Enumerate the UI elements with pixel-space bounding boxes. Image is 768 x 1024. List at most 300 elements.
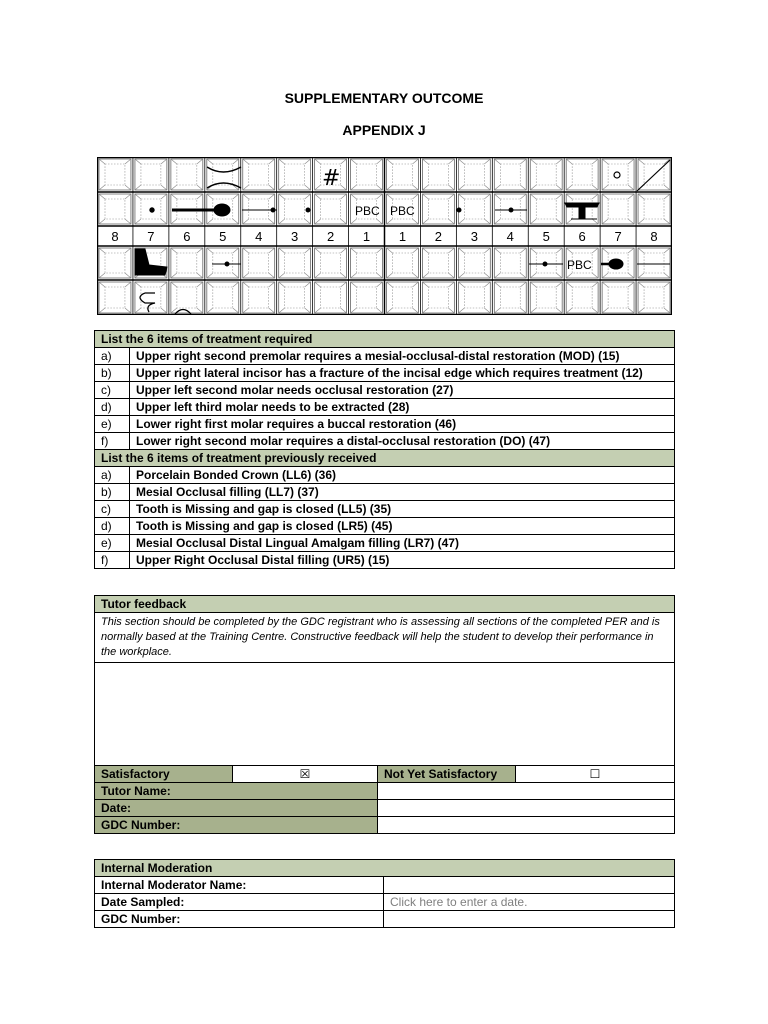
tooth-occlusal-box [285,253,305,273]
required-item-row [95,348,675,365]
tooth-corner-line [458,219,464,224]
tooth-surface-box [315,194,347,224]
tooth-number: 1 [398,229,407,244]
tooth-corner-line [638,282,644,287]
tooth-corner-line [592,273,598,278]
tooth-corner-line [664,248,670,253]
tooth-corner-line [315,194,321,199]
tooth-corner-line [125,159,131,164]
received-item-text: Tooth is Missing and gap is closed (LL5) (35) [130,501,675,518]
tooth-corner-line [197,273,203,278]
tooth-corner-line [484,248,490,253]
tooth-corner-line [243,248,249,253]
tooth-corner-line [351,273,357,278]
tooth-occlusal-box [572,164,592,185]
tooth-corner-line [197,248,203,253]
date-sampled-field[interactable]: Click here to enter a date. [384,894,675,911]
tooth-corner-line [161,185,167,190]
tooth-ul4-dot [509,208,513,212]
tooth-corner-line [135,185,141,190]
tooth-corner-line [341,282,347,287]
tooth-corner-line [638,219,644,224]
tooth-corner-line [520,282,526,287]
tooth-corner-line [99,194,105,199]
tooth-corner-line [664,273,670,278]
moderator-name-field[interactable] [384,877,675,894]
tooth-corner-line [243,308,249,313]
tooth-surface-box [99,282,131,313]
tooth-corner-line [448,185,454,190]
required-item-label: b) [95,365,130,382]
tooth-corner-line [269,219,275,224]
required-item-row [95,399,675,416]
tooth-corner-line [494,308,500,313]
tooth-corner-line [125,194,131,199]
tooth-surface-box [422,159,454,190]
tooth-corner-line [387,159,393,164]
tooth-corner-line [412,308,418,313]
tooth-corner-line [602,308,608,313]
tooth-corner-line [638,159,644,164]
tooth-corner-line [207,159,213,164]
tooth-corner-line [556,194,562,199]
tooth-corner-line [422,308,428,313]
tooth-corner-line [484,308,490,313]
tooth-corner-line [458,185,464,190]
tooth-surface-box [387,282,419,313]
tooth-corner-line [197,159,203,164]
tooth-corner-line [315,248,321,253]
tooth-corner-line [233,248,239,253]
tooth-corner-line [135,194,141,199]
tooth-corner-line [351,219,357,224]
tooth-corner-line [566,159,572,164]
tooth-corner-line [556,273,562,278]
tooth-occlusal-box [213,164,233,185]
tooth-corner-line [628,159,634,164]
satisfactory-checkbox[interactable]: ☒ [233,766,378,783]
tooth-number: 2 [326,229,335,244]
tooth-corner-line [494,282,500,287]
tooth-corner-line [341,194,347,199]
tooth-corner-line [530,282,536,287]
required-item-row [95,365,675,382]
tooth-corner-line [161,159,167,164]
tooth-corner-line [315,185,321,190]
required-item-text: Upper left third molar needs to be extracted (28) [130,399,675,416]
tooth-corner-line [556,219,562,224]
tooth-corner-line [458,159,464,164]
tooth-occlusal-box [428,253,448,273]
tooth-corner-line [602,282,608,287]
required-item-label: e) [95,416,130,433]
received-header-row [95,450,675,467]
received-item-text: Mesial Occlusal Distal Lingual Amalgam filling (LR7) (47) [130,535,675,552]
tooth-corner-line [458,273,464,278]
tutor-name-label: Tutor Name: [95,783,378,800]
tooth-corner-line [566,282,572,287]
treatment-table [94,330,675,569]
tooth-corner-line [638,308,644,313]
tooth-number: 8 [650,229,658,244]
tooth-corner-line [269,282,275,287]
tooth-corner-line [171,185,177,190]
tooth-corner-line [520,185,526,190]
required-item-text: Lower right first molar requires a buccal restoration (46) [130,416,675,433]
tooth-surface-box [207,248,239,278]
tooth-occlusal-box [141,164,161,185]
tooth-surface-box [566,159,598,190]
tooth-surface-box [422,248,454,278]
date-sampled-label: Date Sampled: [95,894,384,911]
tooth-occlusal-box [393,253,413,273]
tooth-corner-line [377,219,383,224]
tooth-surface-box [458,282,490,313]
tooth-surface-box [602,159,634,190]
tooth-surface-box [422,194,454,224]
tooth-occlusal-box [464,253,484,273]
tooth-occlusal-box [393,164,413,185]
tooth-corner-line [602,273,608,278]
tooth-occlusal-box [536,287,556,308]
tooth-corner-line [377,194,383,199]
tooth-corner-line [592,248,598,253]
tooth-occlusal-box [177,164,197,185]
required-item-label: a) [95,348,130,365]
tooth-corner-line [269,194,275,199]
tooth-corner-line [351,248,357,253]
tooth-corner-line [171,194,177,199]
tooth-occlusal-box [644,253,664,273]
tooth-occlusal-box [428,199,448,219]
tooth-corner-line [233,308,239,313]
tooth-corner-line [412,219,418,224]
tooth-occlusal-box [105,253,125,273]
received-item-text: Upper Right Occlusal Distal filling (UR5) (15) [130,552,675,569]
tooth-occlusal-box [608,287,628,308]
tooth-corner-line [422,282,428,287]
tooth-surface-box [638,248,670,278]
tooth-corner-line [207,282,213,287]
moderation-header: Internal Moderation [95,860,675,877]
tooth-corner-line [233,282,239,287]
tooth-corner-line [628,248,634,253]
tooth-occlusal-box [285,287,305,308]
tooth-surface-box [243,159,275,190]
tooth-surface-box [171,282,203,313]
tooth-corner-line [377,185,383,190]
tooth-surface-box [602,194,634,224]
tooth-corner-line [341,185,347,190]
tooth-surface-box [638,194,670,224]
tooth-surface-box [422,282,454,313]
tooth-occlusal-box [105,164,125,185]
tooth-corner-line [315,159,321,164]
tooth-corner-line [602,185,608,190]
tooth-corner-line [556,185,562,190]
tooth-corner-line [602,248,608,253]
tooth-corner-line [351,308,357,313]
tooth-occlusal-box [213,287,233,308]
tooth-corner-line [315,219,321,224]
required-item-text: Upper right second premolar requires a mesial-occlusal-distal restoration (MOD) (15) [130,348,675,365]
tooth-surface-box [458,194,490,224]
tooth-corner-line [592,282,598,287]
tooth-occlusal-box [536,199,556,219]
tooth-corner-line [412,273,418,278]
tooth-corner-line [341,159,347,164]
tooth-surface-box [243,282,275,313]
tooth-corner-line [377,282,383,287]
tooth-ur1-pbc: PBC [355,204,380,218]
tooth-corner-line [628,185,634,190]
received-item-text: Porcelain Bonded Crown (LL6) (36) [130,467,675,484]
tooth-corner-line [197,194,203,199]
tooth-surface-box [638,282,670,313]
tooth-surface-box [99,194,131,224]
tooth-corner-line [387,282,393,287]
tooth-corner-line [602,219,608,224]
tooth-surface-box [135,159,167,190]
tooth-corner-line [387,248,393,253]
tooth-corner-line [305,219,311,224]
tooth-corner-line [125,273,131,278]
tooth-corner-line [207,219,213,224]
tooth-corner-line [279,273,285,278]
tooth-corner-line [161,219,167,224]
tooth-corner-line [484,194,490,199]
received-item-row [95,501,675,518]
tooth-corner-line [458,308,464,313]
received-item-label: e) [95,535,130,552]
received-item-text: Tooth is Missing and gap is closed (LR5) (45) [130,518,675,535]
tooth-corner-line [341,248,347,253]
tooth-corner-line [412,185,418,190]
tooth-corner-line [422,248,428,253]
tooth-surface-box [243,248,275,278]
required-item-text: Upper left second molar needs occlusal restoration (27) [130,382,675,399]
tooth-ll6-pbc: PBC [567,258,592,272]
tooth-occlusal-box [428,287,448,308]
tooth-number: 7 [147,229,155,244]
tooth-corner-line [377,308,383,313]
tooth-corner-line [351,159,357,164]
tooth-number: 1 [362,229,371,244]
tooth-corner-line [243,194,249,199]
tooth-ul8-extract-line [637,160,670,191]
gdc-number-field[interactable] [378,817,675,834]
tooth-occlusal-box [105,199,125,219]
tooth-corner-line [530,159,536,164]
tooth-surface-box [602,282,634,313]
tooth-occlusal-box [357,287,377,308]
tooth-corner-line [628,282,634,287]
tooth-corner-line [448,308,454,313]
tooth-occlusal-box [644,199,664,219]
tooth-corner-line [171,159,177,164]
tooth-corner-line [664,185,670,190]
tooth-number: 6 [578,229,586,244]
tooth-corner-line [135,219,141,224]
tooth-surface-box [171,159,203,190]
moderation-gdc-label: GDC Number: [95,911,384,928]
received-list [95,467,675,569]
tooth-corner-line [412,282,418,287]
tooth-corner-line [99,308,105,313]
tooth-corner-line [387,273,393,278]
tooth-corner-line [412,248,418,253]
tooth-corner-line [269,159,275,164]
tooth-corner-line [351,185,357,190]
received-item-label: a) [95,467,130,484]
received-item-label: d) [95,518,130,535]
tooth-corner-line [556,159,562,164]
tooth-corner-line [484,282,490,287]
tooth-occlusal-box [357,253,377,273]
tooth-corner-line [305,185,311,190]
tooth-corner-line [458,194,464,199]
tooth-corner-line [99,282,105,287]
tooth-corner-line [243,159,249,164]
tooth-number: 6 [183,229,191,244]
tooth-surface-box [315,282,347,313]
tooth-corner-line [638,248,644,253]
tooth-surface-box [243,194,275,224]
tooth-corner-line [233,273,239,278]
tooth-corner-line [305,194,311,199]
tooth-number: 7 [614,229,622,244]
tooth-corner-line [279,282,285,287]
tooth-number: 8 [111,229,119,244]
tooth-corner-line [315,282,321,287]
tooth-surface-box [279,248,311,278]
not-yet-satisfactory-checkbox[interactable]: ☐ [516,766,675,783]
tooth-corner-line [530,194,536,199]
tooth-surface-box [566,282,598,313]
tooth-surface-box [458,248,490,278]
tooth-corner-line [412,159,418,164]
tooth-corner-line [566,194,572,199]
tooth-corner-line [125,248,131,253]
tooth-corner-line [305,273,311,278]
tooth-surface-box [99,248,131,278]
tooth-corner-line [315,273,321,278]
tooth-ur5-od-mark [207,167,241,188]
tooth-corner-line [484,219,490,224]
tooth-corner-line [422,194,428,199]
tooth-corner-line [269,248,275,253]
feedback-text-area[interactable] [95,663,675,766]
tooth-corner-line [494,273,500,278]
tooth-corner-line [377,248,383,253]
tooth-corner-line [197,308,203,313]
tooth-corner-line [125,185,131,190]
tooth-occlusal-box [608,199,628,219]
tooth-corner-line [530,273,536,278]
tooth-corner-line [664,308,670,313]
tooth-occlusal-box [572,287,592,308]
tooth-occlusal-box [321,199,341,219]
tooth-surface-box [171,248,203,278]
date-field[interactable] [378,800,675,817]
tooth-number: 5 [542,229,550,244]
tooth-occlusal-box [464,164,484,185]
tooth-corner-line [602,194,608,199]
tooth-corner-line [305,282,311,287]
tooth-occlusal-box [285,199,305,219]
tooth-corner-line [387,185,393,190]
tooth-corner-line [520,194,526,199]
gdc-number-label: GDC Number: [95,817,378,834]
tooth-number: 5 [219,229,227,244]
date-label: Date: [95,800,378,817]
tooth-corner-line [448,194,454,199]
tooth-corner-line [556,248,562,253]
tooth-corner-line [422,219,428,224]
tooth-surface-box [458,159,490,190]
tooth-corner-line [448,248,454,253]
tooth-surface-box [494,159,526,190]
tooth-number: 4 [506,229,514,244]
tooth-corner-line [233,194,239,199]
required-header: List the 6 items of treatment required [95,331,675,348]
tooth-corner-line [530,219,536,224]
tutor-name-field[interactable] [378,783,675,800]
tooth-corner-line [628,194,634,199]
tooth-occlusal-box [500,253,520,273]
received-item-text: Mesial Occlusal filling (LL7) (37) [130,484,675,501]
tooth-corner-line [341,273,347,278]
tooth-occlusal-box [321,287,341,308]
tooth-corner-line [448,159,454,164]
tooth-corner-line [556,282,562,287]
tooth-corner-line [628,308,634,313]
tooth-occlusal-box [536,164,556,185]
tooth-corner-line [305,159,311,164]
tooth-corner-line [566,219,572,224]
tooth-occlusal-box [500,164,520,185]
tooth-surface-box [387,159,419,190]
tooth-ur4-dot [271,208,275,212]
tooth-ul6-crown-mark [565,203,599,219]
tooth-corner-line [592,194,598,199]
tooth-surface-box [530,194,562,224]
tooth-lr7-lingual-mark [140,293,155,312]
tooth-occlusal-box [177,287,197,308]
tooth-corner-line [315,308,321,313]
tooth-surface-box [530,282,562,313]
tutor-feedback-table [94,595,675,834]
tooth-corner-line [566,273,572,278]
page-title: SUPPLEMENTARY OUTCOME [284,90,484,106]
tooth-occlusal-box [249,287,269,308]
tooth-ul1-pbc: PBC [390,204,415,218]
moderation-gdc-field[interactable] [384,911,675,928]
required-item-text: Upper right lateral incisor has a fracture of the incisal edge which requires treatment (12) [130,365,675,382]
tooth-corner-line [638,273,644,278]
tooth-corner-line [197,185,203,190]
tooth-occlusal-box [177,253,197,273]
tooth-surface-box [351,159,383,190]
tooth-corner-line [530,185,536,190]
tooth-occlusal-box [249,253,269,273]
tooth-surface-box [279,282,311,313]
tooth-corner-line [161,194,167,199]
tooth-corner-line [520,248,526,253]
tooth-corner-line [207,248,213,253]
tooth-corner-line [664,194,670,199]
tooth-corner-line [207,308,213,313]
